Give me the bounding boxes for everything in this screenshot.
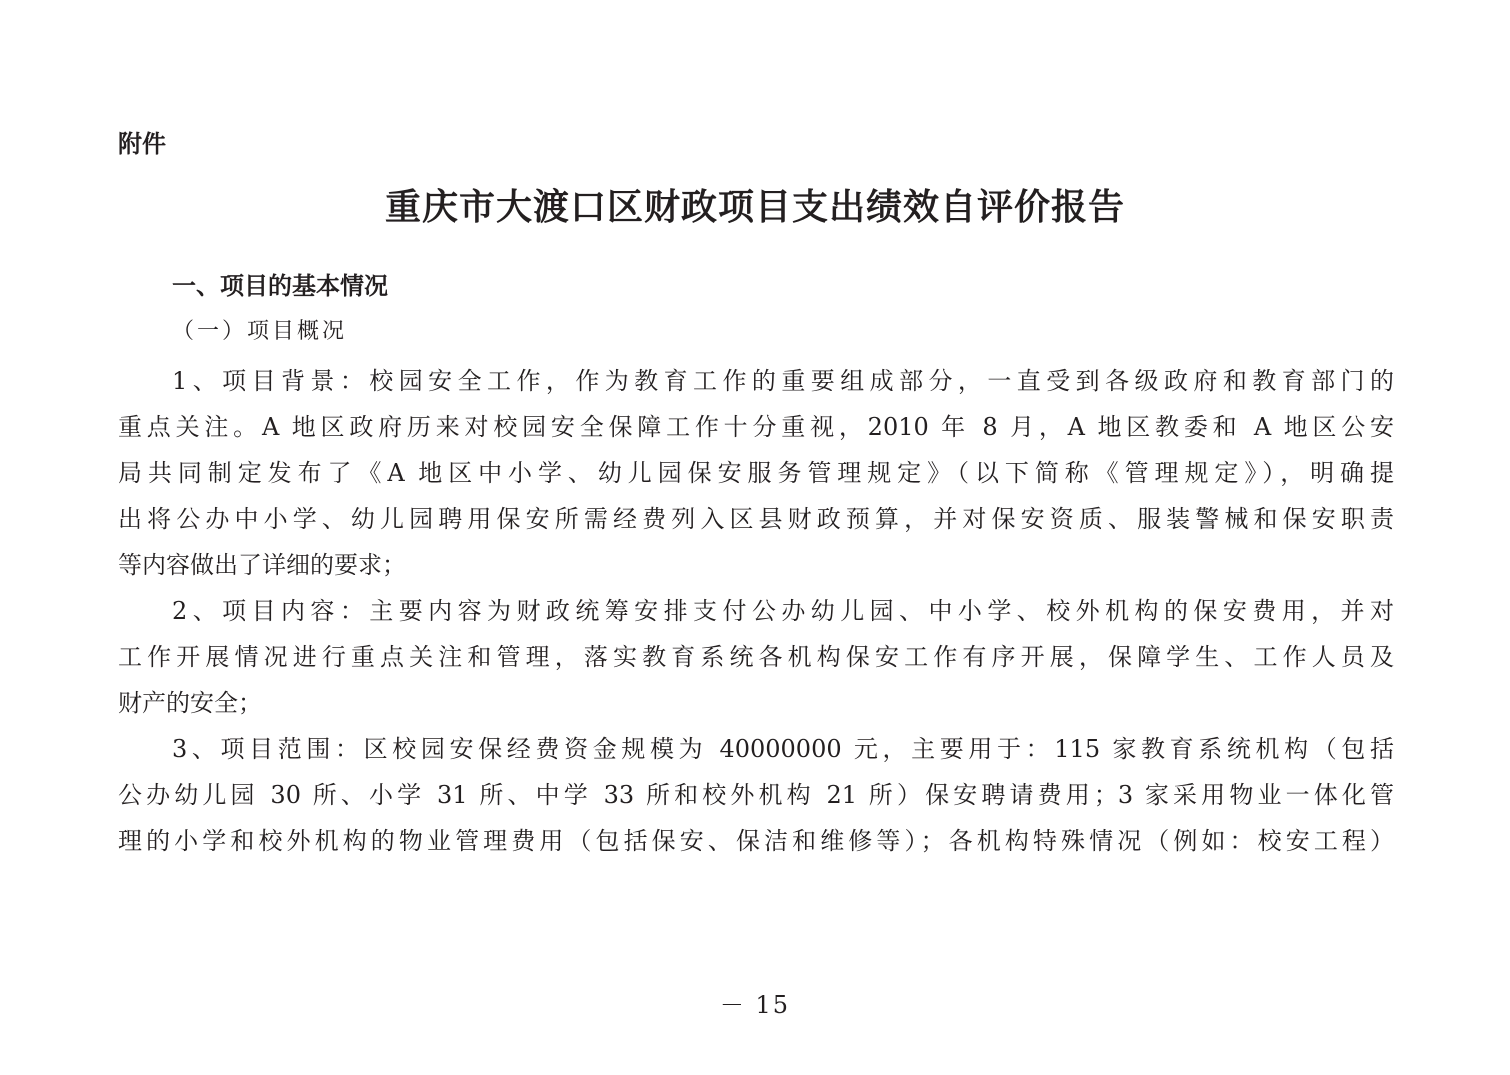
paragraph-line: 3、项目范围：区校园安保经费资金规模为 40000000 元，主要用于：115 家教育系统机构（包括 [172,735,1394,763]
paragraph-line: 2、项目内容：主要内容为财政统筹安排支付公办幼儿园、中小学、校外机构的保安费用，并对 [172,597,1394,625]
page-number: － 15 [719,991,791,1019]
paragraph-line: 等内容做出了详细的要求； [118,551,406,579]
paragraph-line: 理的小学和校外机构的物业管理费用（包括保安、保洁和维修等）；各机构特殊情况（例如：校安工程） [118,827,1394,855]
attachment-label: 附件 [118,130,166,158]
paragraph-line: 公办幼儿园 30 所、小学 31 所、中学 33 所和校外机构 21 所）保安聘请费用；3 家采用物业一体化管 [118,781,1394,809]
paragraph-line: 局共同制定发布了《A 地区中小学、幼儿园保安服务管理规定》（以下简称《管理规定》），明确提 [118,459,1394,487]
paragraph-line: 重点关注。A 地区政府历来对校园安全保障工作十分重视，2010 年 8 月，A 地区教委和 A 地区公安 [118,413,1394,441]
paragraph-line: 1、项目背景：校园安全工作，作为教育工作的重要组成部分，一直受到各级政府和教育部门的 [172,367,1394,395]
paragraph-line: 财产的安全； [118,689,262,717]
subsection-heading: （一）项目概况 [172,319,348,344]
paragraph-line: 出将公办中小学、幼儿园聘用保安所需经费列入区县财政预算，并对保安资质、服装警械和保安职责 [118,505,1394,533]
document-title: 重庆市大渡口区财政项目支出绩效自评价报告 [384,186,1125,228]
section-heading: 一、项目的基本情况 [172,272,388,300]
paragraph-line: 工作开展情况进行重点关注和管理，落实教育系统各机构保安工作有序开展，保障学生、工作人员及 [118,643,1394,671]
